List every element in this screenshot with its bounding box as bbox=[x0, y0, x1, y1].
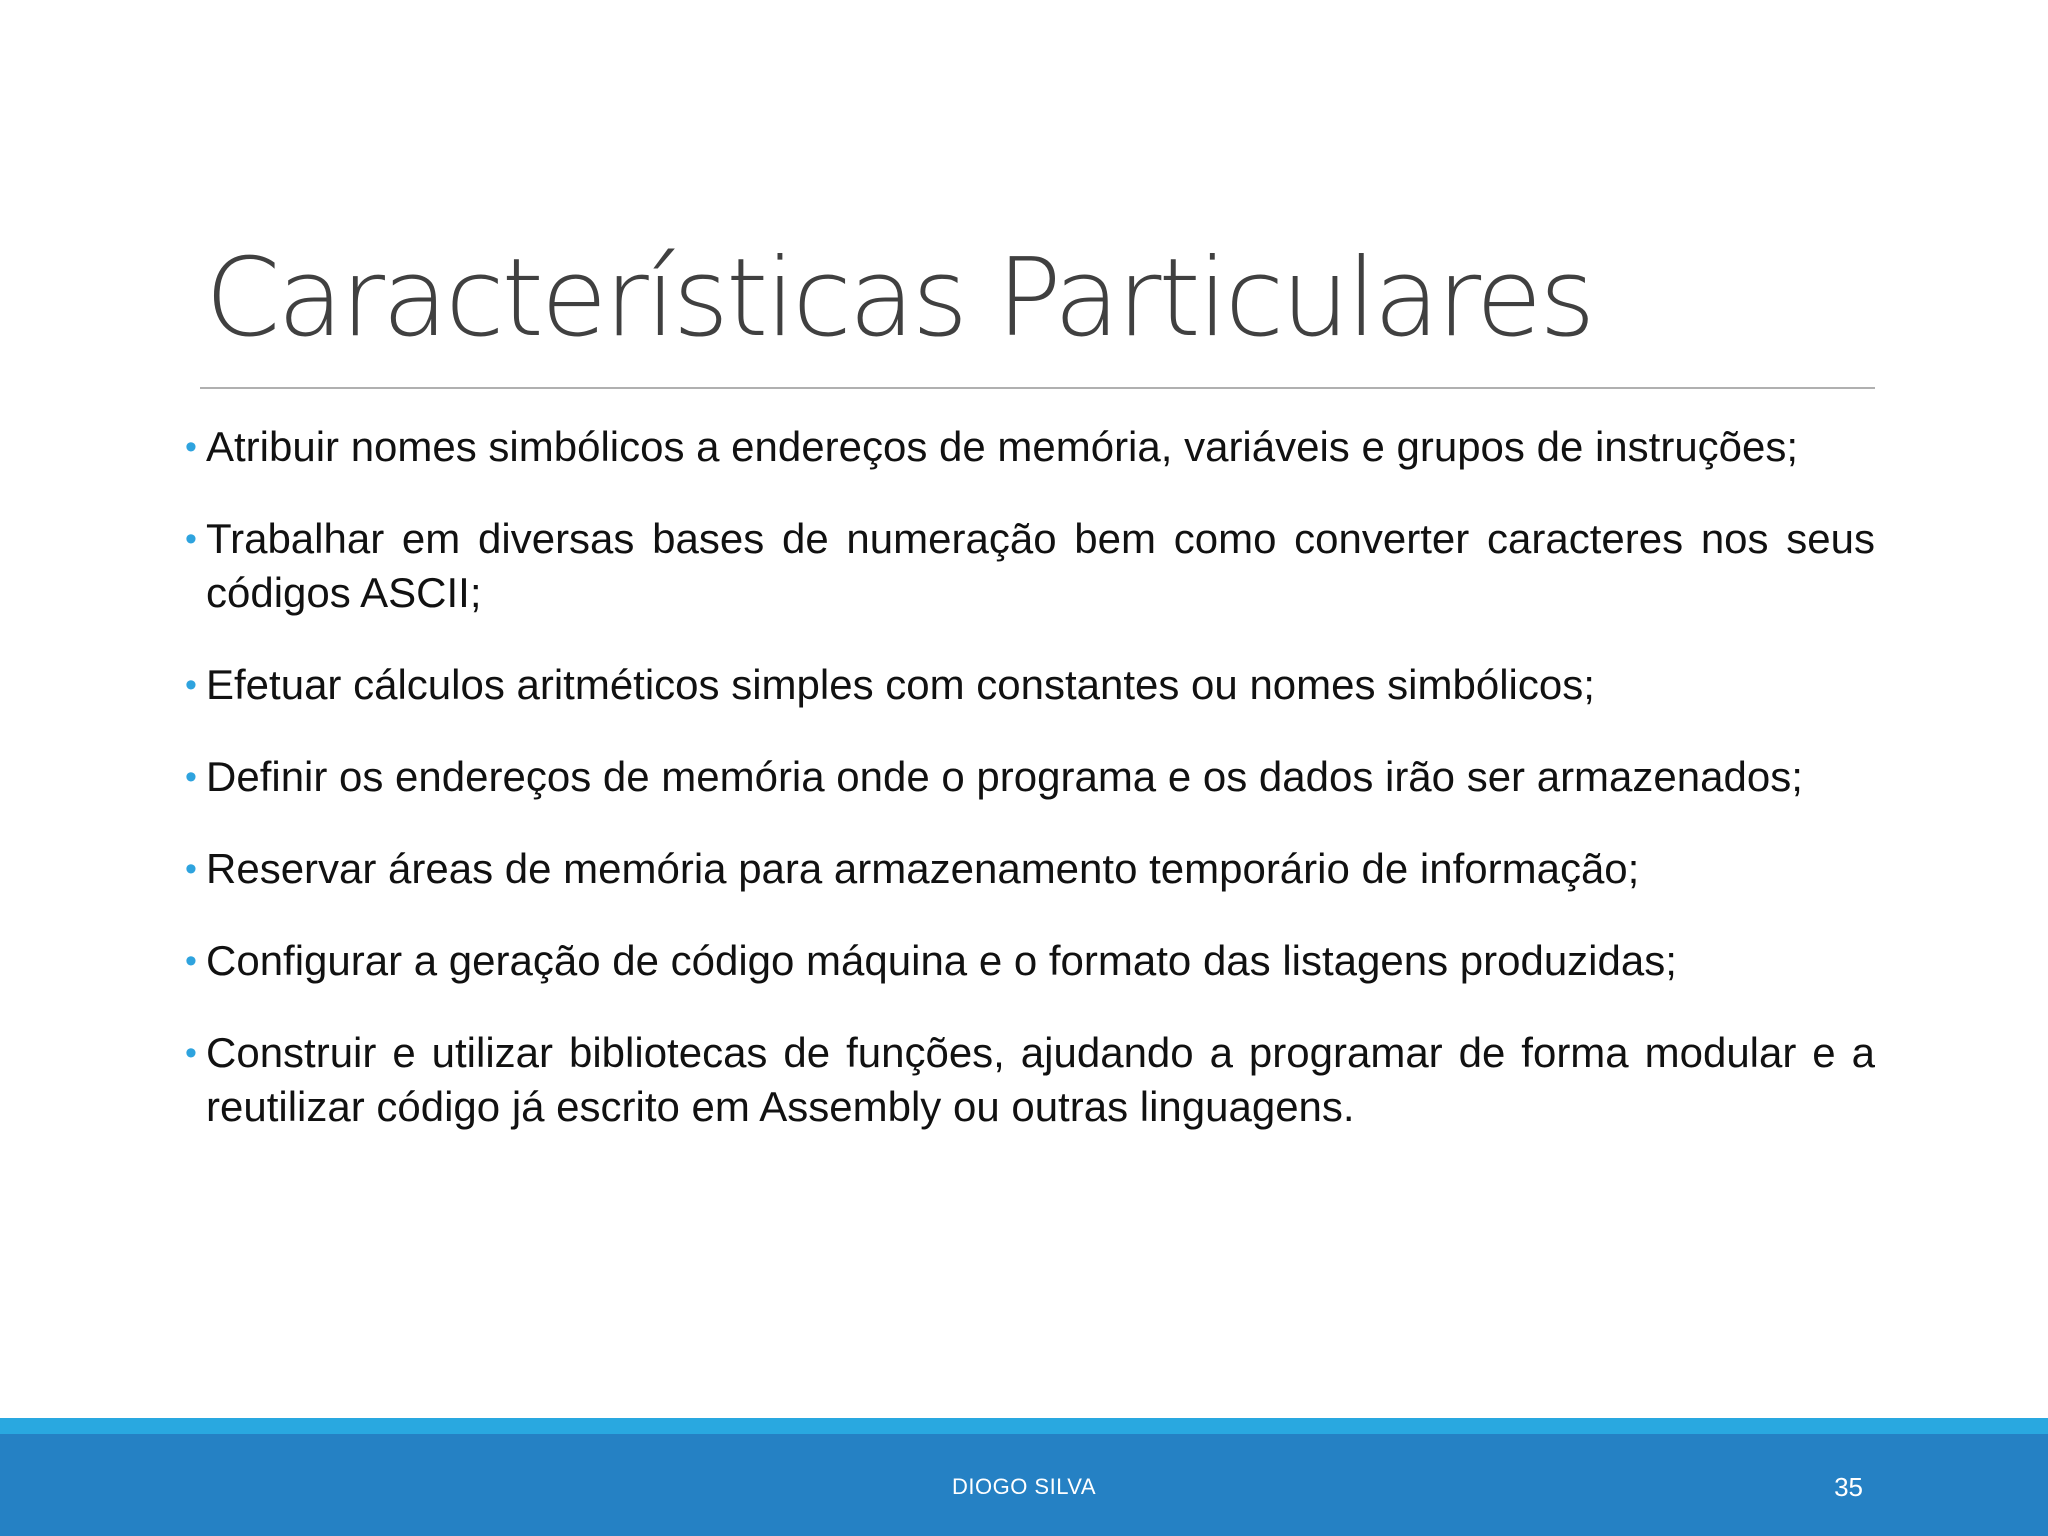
bullet-dot-icon: • bbox=[185, 666, 197, 704]
bullet-dot-icon: • bbox=[185, 942, 197, 980]
bullet-item bbox=[185, 512, 1875, 620]
bullet-item bbox=[185, 842, 1875, 896]
bullet-dot-icon: • bbox=[185, 850, 197, 888]
bullet-text: Reservar áreas de memória para armazenamento temporário de informação; bbox=[206, 845, 1640, 892]
bullet-item bbox=[185, 1026, 1875, 1134]
bullet-dot-icon: • bbox=[185, 428, 197, 466]
footer-author: DIOGO SILVA bbox=[951, 1474, 1097, 1499]
bullet-item bbox=[185, 934, 1875, 988]
footer-accent-stripe bbox=[0, 1418, 2048, 1434]
bullet-text: Atribuir nomes simbólicos a endereços de memória, variáveis e grupos de instruções; bbox=[206, 423, 1799, 470]
bullet-list bbox=[185, 420, 1875, 1172]
bullet-item bbox=[185, 658, 1875, 712]
bullet-text: Definir os endereços de memória onde o programa e os dados irão ser armazenados; bbox=[206, 753, 1803, 800]
bullet-text: Configurar a geração de código máquina e o formato das listagens produzidas; bbox=[206, 937, 1677, 984]
bullet-dot-icon: • bbox=[185, 1034, 197, 1072]
bullet-text: Trabalhar em diversas bases de numeração bem como converter caracteres nos seus códigos ASCII; bbox=[206, 515, 1875, 616]
page-number: 35 bbox=[1834, 1472, 1863, 1502]
footer-bar bbox=[0, 1434, 2048, 1536]
slide-title: Características Particulares bbox=[205, 236, 1593, 361]
bullet-item bbox=[185, 420, 1875, 474]
bullet-dot-icon: • bbox=[185, 758, 197, 796]
bullet-text: Construir e utilizar bibliotecas de funções, ajudando a programar de forma modular e a reutilizar código já escrito em Assembly ou outras linguagens. bbox=[206, 1029, 1875, 1130]
bullet-text: Efetuar cálculos aritméticos simples com constantes ou nomes simbólicos; bbox=[206, 661, 1595, 708]
bullet-dot-icon: • bbox=[185, 520, 197, 558]
bullet-item bbox=[185, 750, 1875, 804]
title-divider bbox=[200, 387, 1875, 389]
